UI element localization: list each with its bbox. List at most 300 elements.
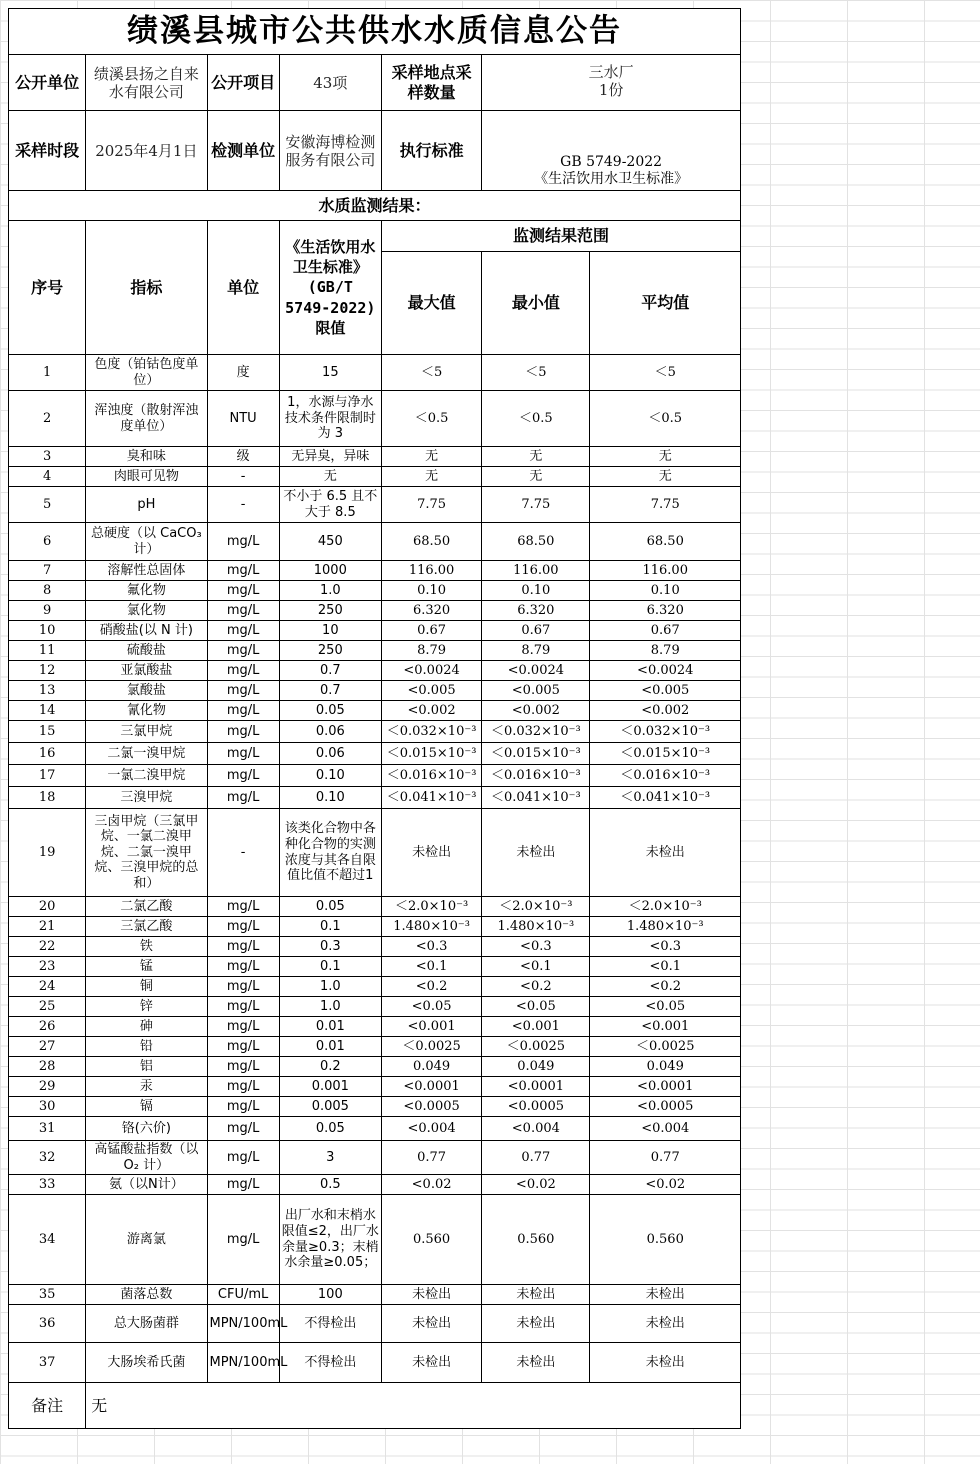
cell-limit: 0.05 <box>279 897 381 917</box>
cell-indicator: 浑浊度（散射浑浊度单位） <box>86 391 207 447</box>
cell-limit: 3 <box>279 1141 381 1175</box>
cell-indicator: 汞 <box>86 1077 207 1097</box>
cell-seq: 29 <box>9 1077 86 1097</box>
cell-unit: MPN/100mL <box>207 1305 279 1343</box>
cell-limit: 不得检出 <box>279 1343 381 1383</box>
cell-unit: mg/L <box>207 765 279 787</box>
cell-indicator: 大肠埃希氏菌 <box>86 1343 207 1383</box>
table-row <box>9 1097 741 1117</box>
table-row <box>9 1057 741 1077</box>
cell-avg: ＜0.5 <box>590 391 741 447</box>
table-row <box>9 661 741 681</box>
cell-unit: mg/L <box>207 581 279 601</box>
cell-indicator: 高锰酸盐指数（以 O₂ 计） <box>86 1141 207 1175</box>
cell-avg: <0.3 <box>590 937 741 957</box>
section-title: 水质监测结果： <box>9 191 741 221</box>
cell-unit: 级 <box>207 447 279 467</box>
cell-min: ＜0.032×10⁻³ <box>482 721 590 743</box>
cell-min: 无 <box>482 467 590 487</box>
table-row <box>9 765 741 787</box>
table-row <box>9 1195 741 1285</box>
cell-limit: 1.0 <box>279 977 381 997</box>
cell-seq: 21 <box>9 917 86 937</box>
cell-avg: 0.67 <box>590 621 741 641</box>
cell-unit: mg/L <box>207 621 279 641</box>
cell-avg: 1.480×10⁻³ <box>590 917 741 937</box>
cell-max: 0.77 <box>381 1141 481 1175</box>
cell-limit: 0.1 <box>279 917 381 937</box>
cell-max: <0.2 <box>381 977 481 997</box>
cell-avg: <0.0024 <box>590 661 741 681</box>
cell-max: 8.79 <box>381 641 481 661</box>
table-row <box>9 523 741 561</box>
cell-indicator: 亚氯酸盐 <box>86 661 207 681</box>
cell-unit: MPN/100mL <box>207 1343 279 1383</box>
table-row <box>9 581 741 601</box>
cell-limit: 无异臭，异味 <box>279 447 381 467</box>
cell-avg: 116.00 <box>590 561 741 581</box>
cell-max: 0.67 <box>381 621 481 641</box>
cell-avg: 未检出 <box>590 1343 741 1383</box>
cell-limit: 450 <box>279 523 381 561</box>
cell-seq: 18 <box>9 787 86 809</box>
cell-limit: 该类化合物中各种化合物的实测浓度与其各自限值比值不超过1 <box>279 809 381 897</box>
cell-unit: mg/L <box>207 1141 279 1175</box>
cell-seq: 35 <box>9 1285 86 1305</box>
cell-indicator: 铁 <box>86 937 207 957</box>
cell-min: <0.2 <box>482 977 590 997</box>
cell-indicator: 总硬度（以 CaCO₃计） <box>86 523 207 561</box>
cell-seq: 15 <box>9 721 86 743</box>
cell-seq: 22 <box>9 937 86 957</box>
sampling-site-value: 三水厂 1份 <box>482 55 741 111</box>
cell-min: ＜0.041×10⁻³ <box>482 787 590 809</box>
cell-avg: 68.50 <box>590 523 741 561</box>
cell-seq: 23 <box>9 957 86 977</box>
cell-limit: 1000 <box>279 561 381 581</box>
table-row <box>9 957 741 977</box>
cell-min: 未检出 <box>482 1343 590 1383</box>
cell-unit: 度 <box>207 355 279 391</box>
cell-max: ＜0.5 <box>381 391 481 447</box>
cell-min: 116.00 <box>482 561 590 581</box>
cell-max: ＜2.0×10⁻³ <box>381 897 481 917</box>
col-header-max: 最大值 <box>381 252 481 355</box>
cell-seq: 5 <box>9 487 86 523</box>
cell-avg: ＜2.0×10⁻³ <box>590 897 741 917</box>
publisher-label: 公开单位 <box>9 55 86 111</box>
table-row <box>9 681 741 701</box>
table-row <box>9 1037 741 1057</box>
cell-indicator: 氯化物 <box>86 601 207 621</box>
cell-indicator: 三氯甲烷 <box>86 721 207 743</box>
cell-max: 68.50 <box>381 523 481 561</box>
table-row <box>9 1117 741 1141</box>
cell-avg: ＜0.016×10⁻³ <box>590 765 741 787</box>
table-row <box>9 787 741 809</box>
cell-min: 7.75 <box>482 487 590 523</box>
cell-max: 1.480×10⁻³ <box>381 917 481 937</box>
cell-min: ＜0.5 <box>482 391 590 447</box>
col-header-unit: 单位 <box>207 221 279 355</box>
cell-avg: <0.0005 <box>590 1097 741 1117</box>
cell-min: <0.05 <box>482 997 590 1017</box>
cell-seq: 19 <box>9 809 86 897</box>
lab-value: 安徽海博检测服务有限公司 <box>279 111 381 191</box>
cell-unit: mg/L <box>207 787 279 809</box>
cell-indicator: 一氯二溴甲烷 <box>86 765 207 787</box>
cell-min: 未检出 <box>482 1305 590 1343</box>
cell-min: <0.004 <box>482 1117 590 1141</box>
cell-seq: 16 <box>9 743 86 765</box>
cell-unit: mg/L <box>207 681 279 701</box>
cell-max: <0.002 <box>381 701 481 721</box>
cell-avg: 无 <box>590 447 741 467</box>
cell-indicator: 色度（铂钴色度单位） <box>86 355 207 391</box>
cell-indicator: pH <box>86 487 207 523</box>
cell-min: <0.02 <box>482 1175 590 1195</box>
cell-limit: 0.5 <box>279 1175 381 1195</box>
cell-indicator: 总大肠菌群 <box>86 1305 207 1343</box>
cell-max: ＜0.016×10⁻³ <box>381 765 481 787</box>
cell-unit: NTU <box>207 391 279 447</box>
cell-min: <0.0005 <box>482 1097 590 1117</box>
cell-seq: 11 <box>9 641 86 661</box>
cell-avg: <0.0001 <box>590 1077 741 1097</box>
cell-seq: 31 <box>9 1117 86 1141</box>
cell-limit: 0.05 <box>279 701 381 721</box>
cell-limit: 10 <box>279 621 381 641</box>
table-row <box>9 917 741 937</box>
cell-indicator: 铝 <box>86 1057 207 1077</box>
cell-unit: mg/L <box>207 641 279 661</box>
cell-unit: mg/L <box>207 1077 279 1097</box>
cell-unit: mg/L <box>207 1175 279 1195</box>
cell-min: 未检出 <box>482 1285 590 1305</box>
cell-limit: 250 <box>279 601 381 621</box>
table-row <box>9 641 741 661</box>
cell-max: 0.560 <box>381 1195 481 1285</box>
cell-min: <0.1 <box>482 957 590 977</box>
table-row <box>9 721 741 743</box>
cell-unit: mg/L <box>207 601 279 621</box>
cell-min: ＜0.016×10⁻³ <box>482 765 590 787</box>
cell-seq: 6 <box>9 523 86 561</box>
col-header-min: 最小值 <box>482 252 590 355</box>
cell-seq: 24 <box>9 977 86 997</box>
cell-avg: <0.02 <box>590 1175 741 1195</box>
cell-min: <0.0024 <box>482 661 590 681</box>
cell-min: <0.002 <box>482 701 590 721</box>
cell-avg: 无 <box>590 467 741 487</box>
cell-seq: 26 <box>9 1017 86 1037</box>
cell-seq: 13 <box>9 681 86 701</box>
cell-min: 0.049 <box>482 1057 590 1077</box>
cell-max: <0.02 <box>381 1175 481 1195</box>
cell-limit: 0.1 <box>279 957 381 977</box>
col-header-avg: 平均值 <box>590 252 741 355</box>
table-row <box>9 809 741 897</box>
table-row <box>9 561 741 581</box>
table-row <box>9 1343 741 1383</box>
cell-indicator: 氰化物 <box>86 701 207 721</box>
sampling-period-value: 2025年4月1日 <box>86 111 207 191</box>
cell-min: 0.560 <box>482 1195 590 1285</box>
cell-unit: mg/L <box>207 1195 279 1285</box>
cell-seq: 10 <box>9 621 86 641</box>
sampling-site-label: 采样地点采样数量 <box>381 55 481 111</box>
items-value: 43项 <box>279 55 381 111</box>
cell-limit: 250 <box>279 641 381 661</box>
cell-avg: 0.10 <box>590 581 741 601</box>
cell-max: ＜0.032×10⁻³ <box>381 721 481 743</box>
cell-unit: mg/L <box>207 937 279 957</box>
cell-min: 0.10 <box>482 581 590 601</box>
cell-limit: 0.2 <box>279 1057 381 1077</box>
cell-indicator: 锌 <box>86 997 207 1017</box>
cell-seq: 14 <box>9 701 86 721</box>
cell-seq: 20 <box>9 897 86 917</box>
table-row <box>9 1285 741 1305</box>
cell-min: ＜0.0025 <box>482 1037 590 1057</box>
cell-unit: mg/L <box>207 1057 279 1077</box>
cell-seq: 17 <box>9 765 86 787</box>
table-row <box>9 1077 741 1097</box>
table-row <box>9 467 741 487</box>
cell-min: 68.50 <box>482 523 590 561</box>
cell-indicator: 铅 <box>86 1037 207 1057</box>
cell-indicator: 砷 <box>86 1017 207 1037</box>
cell-avg: <0.002 <box>590 701 741 721</box>
cell-limit: 0.06 <box>279 743 381 765</box>
cell-avg: ＜0.032×10⁻³ <box>590 721 741 743</box>
cell-avg: 8.79 <box>590 641 741 661</box>
cell-indicator: 三氯乙酸 <box>86 917 207 937</box>
table-row <box>9 1305 741 1343</box>
cell-min: 0.77 <box>482 1141 590 1175</box>
cell-unit: mg/L <box>207 897 279 917</box>
cell-limit: 0.7 <box>279 661 381 681</box>
col-header-limit: 《生活饮用水卫生标准》(GB/T 5749-2022)限值 <box>279 221 381 355</box>
cell-max: ＜0.0025 <box>381 1037 481 1057</box>
cell-avg: ＜0.0025 <box>590 1037 741 1057</box>
table-row <box>9 743 741 765</box>
cell-limit: 0.01 <box>279 1037 381 1057</box>
cell-avg: 6.320 <box>590 601 741 621</box>
cell-max: <0.004 <box>381 1117 481 1141</box>
cell-seq: 12 <box>9 661 86 681</box>
cell-avg: 未检出 <box>590 1285 741 1305</box>
cell-min: 0.67 <box>482 621 590 641</box>
cell-max: <0.1 <box>381 957 481 977</box>
remark-value: 无 <box>86 1383 741 1429</box>
table-row <box>9 355 741 391</box>
cell-indicator: 氟化物 <box>86 581 207 601</box>
cell-max: <0.05 <box>381 997 481 1017</box>
cell-indicator: 硝酸盐(以 N 计) <box>86 621 207 641</box>
cell-seq: 9 <box>9 601 86 621</box>
cell-limit: 0.01 <box>279 1017 381 1037</box>
table-row <box>9 391 741 447</box>
cell-unit: - <box>207 809 279 897</box>
cell-min: 1.480×10⁻³ <box>482 917 590 937</box>
cell-unit: mg/L <box>207 721 279 743</box>
cell-limit: 不得检出 <box>279 1305 381 1343</box>
cell-indicator: 硫酸盐 <box>86 641 207 661</box>
cell-max: 未检出 <box>381 1285 481 1305</box>
cell-min: <0.001 <box>482 1017 590 1037</box>
cell-unit: CFU/mL <box>207 1285 279 1305</box>
cell-seq: 28 <box>9 1057 86 1077</box>
cell-indicator: 溶解性总固体 <box>86 561 207 581</box>
cell-unit: mg/L <box>207 1117 279 1141</box>
cell-max: 未检出 <box>381 1305 481 1343</box>
col-header-seq: 序号 <box>9 221 86 355</box>
cell-seq: 7 <box>9 561 86 581</box>
cell-avg: 未检出 <box>590 809 741 897</box>
cell-unit: - <box>207 467 279 487</box>
table-row <box>9 997 741 1017</box>
cell-avg: 0.049 <box>590 1057 741 1077</box>
cell-min: ＜0.015×10⁻³ <box>482 743 590 765</box>
cell-limit: 0.001 <box>279 1077 381 1097</box>
page-title: 绩溪县城市公共供水水质信息公告 <box>9 9 741 55</box>
cell-limit: 0.10 <box>279 765 381 787</box>
cell-avg: ＜0.041×10⁻³ <box>590 787 741 809</box>
table-row <box>9 487 741 523</box>
cell-unit: mg/L <box>207 561 279 581</box>
cell-seq: 25 <box>9 997 86 1017</box>
cell-unit: mg/L <box>207 997 279 1017</box>
cell-max: 0.049 <box>381 1057 481 1077</box>
cell-indicator: 铬(六价) <box>86 1117 207 1141</box>
cell-max: ＜0.041×10⁻³ <box>381 787 481 809</box>
cell-max: 6.320 <box>381 601 481 621</box>
cell-unit: mg/L <box>207 523 279 561</box>
cell-seq: 36 <box>9 1305 86 1343</box>
cell-max: 7.75 <box>381 487 481 523</box>
cell-avg: 0.77 <box>590 1141 741 1175</box>
cell-unit: mg/L <box>207 917 279 937</box>
cell-limit: 1.0 <box>279 997 381 1017</box>
table-row <box>9 601 741 621</box>
cell-indicator: 二氯乙酸 <box>86 897 207 917</box>
cell-indicator: 游离氯 <box>86 1195 207 1285</box>
cell-seq: 37 <box>9 1343 86 1383</box>
table-row <box>9 977 741 997</box>
water-quality-table <box>8 8 741 1429</box>
cell-limit: 0.05 <box>279 1117 381 1141</box>
cell-indicator: 二氯一溴甲烷 <box>86 743 207 765</box>
cell-unit: mg/L <box>207 701 279 721</box>
cell-indicator: 肉眼可见物 <box>86 467 207 487</box>
cell-indicator: 三卤甲烷（三氯甲烷、一氯二溴甲烷、二氯一溴甲烷、三溴甲烷的总和） <box>86 809 207 897</box>
cell-min: 未检出 <box>482 809 590 897</box>
cell-indicator: 氯酸盐 <box>86 681 207 701</box>
cell-min: <0.0001 <box>482 1077 590 1097</box>
cell-seq: 32 <box>9 1141 86 1175</box>
cell-limit: 0.06 <box>279 721 381 743</box>
cell-unit: mg/L <box>207 1017 279 1037</box>
cell-limit: 不小于 6.5 且不大于 8.5 <box>279 487 381 523</box>
cell-seq: 3 <box>9 447 86 467</box>
cell-seq: 30 <box>9 1097 86 1117</box>
table-row <box>9 621 741 641</box>
cell-min: 6.320 <box>482 601 590 621</box>
cell-avg: <0.001 <box>590 1017 741 1037</box>
cell-avg: 0.560 <box>590 1195 741 1285</box>
table-row <box>9 937 741 957</box>
cell-max: <0.0001 <box>381 1077 481 1097</box>
cell-unit: mg/L <box>207 661 279 681</box>
cell-limit: 0.3 <box>279 937 381 957</box>
cell-unit: mg/L <box>207 957 279 977</box>
cell-max: <0.001 <box>381 1017 481 1037</box>
cell-max: <0.0005 <box>381 1097 481 1117</box>
col-header-range: 监测结果范围 <box>381 221 740 252</box>
cell-min: <0.3 <box>482 937 590 957</box>
cell-max: ＜0.015×10⁻³ <box>381 743 481 765</box>
cell-max: 0.10 <box>381 581 481 601</box>
cell-min: 8.79 <box>482 641 590 661</box>
lab-label: 检测单位 <box>207 111 279 191</box>
cell-avg: <0.004 <box>590 1117 741 1141</box>
table-row <box>9 1017 741 1037</box>
cell-avg: <0.05 <box>590 997 741 1017</box>
cell-max: 未检出 <box>381 809 481 897</box>
cell-seq: 4 <box>9 467 86 487</box>
remark-label: 备注 <box>9 1383 86 1429</box>
cell-avg: 7.75 <box>590 487 741 523</box>
cell-unit: mg/L <box>207 1037 279 1057</box>
cell-indicator: 菌落总数 <box>86 1285 207 1305</box>
cell-unit: mg/L <box>207 977 279 997</box>
cell-min: 无 <box>482 447 590 467</box>
publisher-value: 绩溪县扬之自来水有限公司 <box>86 55 207 111</box>
standard-label: 执行标准 <box>381 111 481 191</box>
cell-max: 116.00 <box>381 561 481 581</box>
cell-max: <0.005 <box>381 681 481 701</box>
col-header-indicator: 指标 <box>86 221 207 355</box>
cell-limit: 出厂水和末梢水限值≤2，出厂水余量≥0.3；末梢水余量≥0.05； <box>279 1195 381 1285</box>
cell-limit: 0.005 <box>279 1097 381 1117</box>
table-row <box>9 701 741 721</box>
cell-avg: ＜0.015×10⁻³ <box>590 743 741 765</box>
cell-limit: 15 <box>279 355 381 391</box>
cell-avg: <0.1 <box>590 957 741 977</box>
items-label: 公开项目 <box>207 55 279 111</box>
sampling-period-label: 采样时段 <box>9 111 86 191</box>
cell-seq: 1 <box>9 355 86 391</box>
cell-indicator: 三溴甲烷 <box>86 787 207 809</box>
cell-seq: 27 <box>9 1037 86 1057</box>
standard-value: GB 5749-2022 《生活饮用水卫生标准》 <box>482 111 741 191</box>
table-row <box>9 1141 741 1175</box>
cell-indicator: 镉 <box>86 1097 207 1117</box>
cell-unit: mg/L <box>207 1097 279 1117</box>
cell-max: <0.3 <box>381 937 481 957</box>
cell-unit: - <box>207 487 279 523</box>
cell-avg: <0.2 <box>590 977 741 997</box>
cell-min: ＜5 <box>482 355 590 391</box>
cell-limit: 0.10 <box>279 787 381 809</box>
cell-seq: 8 <box>9 581 86 601</box>
cell-max: <0.0024 <box>381 661 481 681</box>
cell-max: 无 <box>381 467 481 487</box>
cell-min: ＜2.0×10⁻³ <box>482 897 590 917</box>
cell-seq: 2 <box>9 391 86 447</box>
cell-seq: 33 <box>9 1175 86 1195</box>
